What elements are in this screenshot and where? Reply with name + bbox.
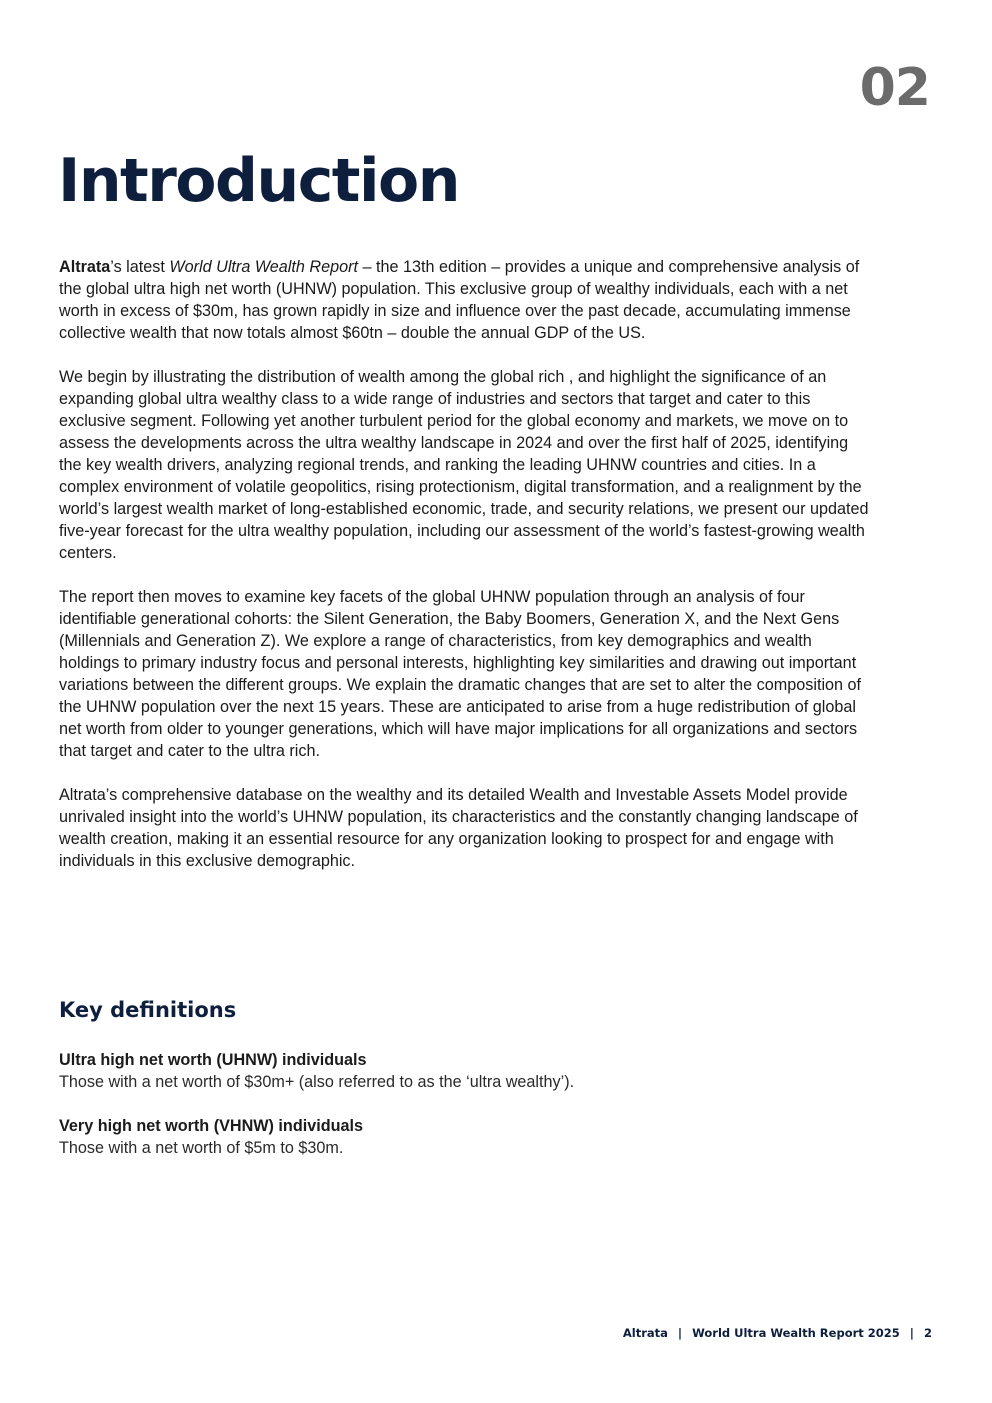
- footer-report-title: World Ultra Wealth Report 2025: [692, 1326, 900, 1340]
- definition-description: Those with a net worth of $5m to $30m.: [59, 1139, 344, 1158]
- intro-paragraph-1-lead: ’s latest: [110, 258, 170, 276]
- intro-paragraph-3: The report then moves to examine key facets of the global UHNW population through an analysis of four identifiable generational cohorts: the Silent Generation, the Baby Boomers, Generation X, and the Next Gens (Millennials and Generation Z). We explore a range of characteristics, from key demographics and wealth holdings to primary industry focus and personal interests, highlighting key similarities and drawing out important variations between the different groups. We explain the dramatic changes that are set to alter the composition of the UHNW population over the next 15 years. These are anticipated to arise from a huge redistribution of global net worth from older to younger generations, which will have major implications for all organizations and sectors that target and cater to the ultra rich.: [59, 588, 862, 760]
- page-title: Introduction: [58, 146, 459, 216]
- definition-description: Those with a net worth of $30m+ (also referred to as the ‘ultra wealthy’).: [59, 1073, 575, 1092]
- intro-paragraph-2: We begin by illustrating the distribution of wealth among the global rich , and highlight the significance of an expanding global ultra wealthy class to a wide range of industries and sectors that target and cater to this exclusive segment. Following yet another turbulent period for the global economy and markets, we move on to assess the developments across the ultra wealthy landscape in 2024 and over the first half of 2025, identifying the key wealth drivers, analyzing regional trends, and ranking the leading UHNW countries and cities. In a complex environment of volatile geopolitics, rising protectionism, digital transformation, and a realignment by the world’s largest wealth market of long-established economic, trade, and security relations, we present our updated five-year forecast for the ultra wealthy population, including our assessment of the world’s fastest-growing wealth centers.: [59, 368, 869, 562]
- definition-term: Very high net worth (VHNW) individuals: [59, 1117, 363, 1136]
- page-footer: [623, 1326, 932, 1340]
- report-name: World Ultra Wealth Report: [169, 258, 358, 276]
- intro-paragraph-1: [59, 256, 873, 344]
- key-definitions-heading: Key definitions: [59, 998, 237, 1022]
- section-number: 02: [859, 58, 930, 118]
- intro-body: [59, 256, 873, 894]
- footer-separator: |: [909, 1326, 914, 1340]
- intro-paragraph-1-rest: – the 13th edition – provides a unique and comprehensive analysis of the global ultra high net worth (UHNW) population. This exclusive group of wealthy individuals, each with a net worth in excess of $30m, has grown rapidly in size and influence over the past decade, accumulating immense collective wealth that now totals almost $60tn – double the annual GDP of the US.: [59, 258, 860, 342]
- footer-separator: |: [677, 1326, 683, 1340]
- footer-brand: Altrata: [622, 1326, 668, 1340]
- intro-paragraph-4: Altrata’s comprehensive database on the wealthy and its detailed Wealth and Investable Assets Model provide unrivaled insight into the world’s UHNW population, its characteristics and the constantly changing landscape of wealth creation, making it an essential resource for any organization looking to prospect for and engage with individuals in this exclusive demographic.: [59, 786, 858, 870]
- brand-name: Altrata: [59, 258, 111, 276]
- footer-page-number: 2: [923, 1326, 932, 1340]
- definition-uhnw: [59, 1049, 873, 1093]
- key-definitions-section: [59, 998, 873, 1181]
- definition-vhnw: [59, 1115, 873, 1159]
- definition-term: Ultra high net worth (UHNW) individuals: [59, 1051, 367, 1070]
